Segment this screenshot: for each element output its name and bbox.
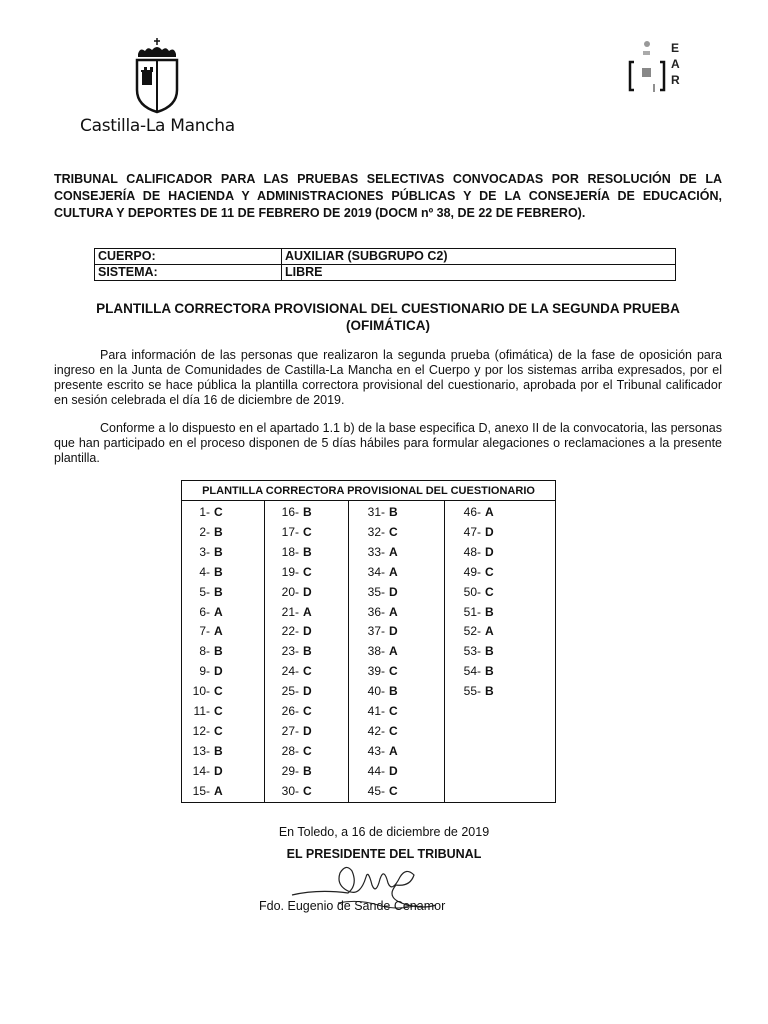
answer-item <box>349 644 444 658</box>
answer-letter: C <box>303 664 312 679</box>
logo-letter-a: A <box>671 57 680 71</box>
question-number: 39- <box>367 664 385 679</box>
answer-letter: C <box>389 524 398 539</box>
answer-item <box>182 784 264 798</box>
answer-letter: D <box>389 584 398 599</box>
question-number: 25- <box>281 684 299 699</box>
question-number: 30- <box>281 783 299 798</box>
question-number: 4- <box>199 564 210 579</box>
question-number: 29- <box>281 763 299 778</box>
answer-letter: B <box>214 743 223 758</box>
answer-item <box>265 644 348 658</box>
answer-item <box>445 565 555 579</box>
question-number: 32- <box>367 524 385 539</box>
place-date: En Toledo, a 16 de diciembre de 2019 <box>278 825 490 839</box>
answer-column <box>264 501 348 802</box>
logo-letter-e: E <box>671 41 680 55</box>
answer-item <box>349 784 444 798</box>
answer-letter: A <box>389 743 398 758</box>
answer-letter: D <box>485 544 494 559</box>
answer-letter: D <box>303 584 312 599</box>
question-number: 31- <box>367 505 385 519</box>
answer-item <box>265 605 348 619</box>
question-number: 1- <box>199 505 210 519</box>
question-number: 20- <box>281 584 299 599</box>
answer-item <box>182 605 264 619</box>
answer-item <box>349 764 444 778</box>
document-heading: TRIBUNAL CALIFICADOR PARA LAS PRUEBAS SELECTIVAS CONVOCADAS POR RESOLUCIÓN DE LA CONSEJERÍA DE HACIENDA Y ADMINISTRACIONES PÚBLICAS Y DE LA CONSEJERÍA DE EDUCACIÓN, CULTURA Y DEPORTES DE 11 DE FEBRERO DE 2019 (DOCM nº 38, DE 22 DE FEBRERO). <box>54 172 722 220</box>
answer-item <box>182 764 264 778</box>
coat-of-arms-icon <box>134 38 180 114</box>
answer-item <box>265 545 348 559</box>
question-number: 9- <box>199 664 210 679</box>
answer-item <box>182 744 264 758</box>
answer-item <box>265 744 348 758</box>
answer-letter: D <box>303 624 312 639</box>
question-number: 19- <box>281 564 299 579</box>
question-number: 17- <box>281 524 299 539</box>
answer-letter: C <box>303 704 312 718</box>
sistema-value: LIBRE <box>282 265 676 281</box>
answer-item <box>265 505 348 519</box>
answer-item <box>349 545 444 559</box>
castilla-la-mancha-logo <box>78 38 238 138</box>
answer-item <box>265 684 348 698</box>
answer-letter: B <box>485 644 494 659</box>
question-number: 15- <box>192 783 210 798</box>
answer-item <box>265 704 348 718</box>
answer-item <box>445 605 555 619</box>
answer-item <box>182 585 264 599</box>
answer-letter: B <box>214 644 223 659</box>
answer-letter: A <box>303 604 312 619</box>
question-number: 26- <box>281 704 299 718</box>
answer-column <box>182 501 264 802</box>
ear-logo <box>628 40 688 96</box>
logo-letter-r: R <box>671 73 680 87</box>
answer-key-table <box>181 480 556 803</box>
answer-letter: B <box>389 505 398 519</box>
answer-item <box>445 644 555 658</box>
question-number: 44- <box>367 763 385 778</box>
answer-item <box>349 744 444 758</box>
question-number: 40- <box>367 684 385 699</box>
answer-letter: B <box>214 584 223 599</box>
answer-item <box>182 545 264 559</box>
question-number: 43- <box>367 743 385 758</box>
question-number: 45- <box>367 783 385 798</box>
ear-letters <box>671 40 680 88</box>
answer-item <box>445 525 555 539</box>
question-number: 35- <box>367 584 385 599</box>
answer-letter: B <box>303 644 312 659</box>
answer-letter: B <box>214 564 223 579</box>
answer-item <box>349 525 444 539</box>
question-number: 16- <box>281 505 299 519</box>
question-number: 13- <box>192 743 210 758</box>
answer-item <box>182 644 264 658</box>
answer-item <box>182 525 264 539</box>
document-subtitle: PLANTILLA CORRECTORA PROVISIONAL DEL CUESTIONARIO DE LA SEGUNDA PRUEBA (OFIMÁTICA) <box>96 301 680 333</box>
question-number: 27- <box>281 723 299 738</box>
question-number: 49- <box>463 564 481 579</box>
answer-item <box>265 565 348 579</box>
question-number: 24- <box>281 664 299 679</box>
answer-item <box>265 764 348 778</box>
question-number: 55- <box>463 684 481 699</box>
answer-item <box>265 664 348 678</box>
question-number: 11- <box>193 704 210 718</box>
question-number: 3- <box>199 544 210 559</box>
answer-letter: C <box>389 723 398 738</box>
answer-key-title: PLANTILLA CORRECTORA PROVISIONAL DEL CUESTIONARIO <box>182 481 555 501</box>
question-number: 23- <box>281 644 299 659</box>
question-number: 21- <box>281 604 299 619</box>
answer-item <box>349 684 444 698</box>
answer-item <box>445 664 555 678</box>
signed-by: Fdo. Eugenio de Sande Cenamor <box>259 899 446 913</box>
answer-letter: A <box>389 644 398 659</box>
answer-letter: D <box>485 524 494 539</box>
answer-column <box>348 501 444 802</box>
question-number: 50- <box>463 584 481 599</box>
question-number: 48- <box>463 544 481 559</box>
answer-column <box>444 501 555 802</box>
answer-item <box>349 605 444 619</box>
answer-item <box>349 724 444 738</box>
answer-item <box>182 664 264 678</box>
paragraph-allegations-text: Conforme a lo dispuesto en el apartado 1.1 b) de la base especifica D, anexo II de la convocatoria, las personas que han participado en el proceso disponen de 5 días hábiles para formular alegaciones o reclamaciones a la presente plantilla. <box>54 421 722 465</box>
paragraph-allegations <box>54 421 722 466</box>
question-number: 36- <box>367 604 385 619</box>
answer-item <box>265 525 348 539</box>
answer-item <box>182 724 264 738</box>
answer-letter: A <box>214 624 223 639</box>
question-number: 41- <box>367 704 385 718</box>
answer-item <box>445 624 555 638</box>
answer-letter: B <box>214 544 223 559</box>
exam-info-table <box>94 248 676 281</box>
answer-item <box>265 784 348 798</box>
bracket-logo-icon <box>628 40 670 94</box>
answer-item <box>265 724 348 738</box>
answer-letter: B <box>389 684 398 699</box>
answer-item <box>349 565 444 579</box>
question-number: 33- <box>367 544 385 559</box>
question-number: 22- <box>281 624 299 639</box>
answer-letter: C <box>389 664 398 679</box>
answer-item <box>349 704 444 718</box>
paragraph-information-text: Para información de las personas que realizaron la segunda prueba (ofimática) de la fase de oposición para ingreso en la Junta de Comunidades de Castilla-La Mancha en el Cuerpo y por los sistemas arriba expresados, por el presente escrito se hace pública la plantilla correctora provisional del cuestionario, aprobada por el Tribunal calificador en sesión celebrada el día 16 de diciembre de 2019. <box>54 348 722 407</box>
answer-letter: D <box>214 664 223 679</box>
question-number: 28- <box>281 743 299 758</box>
answer-item <box>445 545 555 559</box>
answer-letter: B <box>303 505 312 519</box>
answer-item <box>349 624 444 638</box>
question-number: 54- <box>463 664 481 679</box>
question-number: 42- <box>367 723 385 738</box>
question-number: 51- <box>463 604 481 619</box>
answer-item <box>349 505 444 519</box>
answer-letter: C <box>485 564 494 579</box>
answer-letter: A <box>389 604 398 619</box>
paragraph-information <box>54 348 722 408</box>
answer-item <box>182 684 264 698</box>
answer-letter: A <box>389 544 398 559</box>
answer-letter: A <box>485 505 494 519</box>
answer-item <box>349 585 444 599</box>
answer-letter: D <box>389 624 398 639</box>
sistema-label: SISTEMA: <box>95 265 282 281</box>
answer-letter: B <box>303 544 312 559</box>
answer-letter: C <box>303 564 312 579</box>
answer-item <box>445 505 555 519</box>
sistema-row <box>95 265 676 281</box>
answer-item <box>265 624 348 638</box>
answer-letter: A <box>389 564 398 579</box>
answer-letter: C <box>389 783 398 798</box>
answer-letter: D <box>214 763 223 778</box>
answer-item <box>182 624 264 638</box>
question-number: 7- <box>199 624 210 639</box>
question-number: 5- <box>199 584 210 599</box>
question-number: 34- <box>367 564 385 579</box>
answer-letter: B <box>485 604 494 619</box>
answer-item <box>445 585 555 599</box>
logo-wordmark: Castilla-La Mancha <box>80 116 235 136</box>
answer-letter: D <box>389 763 398 778</box>
answer-item <box>182 505 264 519</box>
question-number: 52- <box>463 624 481 639</box>
answer-letter: C <box>214 505 223 519</box>
answer-letter: C <box>214 684 223 699</box>
answer-letter: C <box>303 743 312 758</box>
answer-letter: A <box>485 624 494 639</box>
answer-item <box>349 664 444 678</box>
answer-letter: D <box>303 723 312 738</box>
answer-item <box>182 565 264 579</box>
question-number: 38- <box>367 644 385 659</box>
answer-letter: B <box>485 664 494 679</box>
answer-letter: A <box>214 604 223 619</box>
question-number: 47- <box>463 524 481 539</box>
question-number: 53- <box>463 644 481 659</box>
question-number: 18- <box>281 544 299 559</box>
answer-letter: C <box>214 704 223 718</box>
answer-letter: D <box>303 684 312 699</box>
question-number: 8- <box>199 644 210 659</box>
question-number: 37- <box>367 624 385 639</box>
cuerpo-label: CUERPO: <box>95 249 282 265</box>
question-number: 46- <box>463 505 481 519</box>
answer-item <box>265 585 348 599</box>
answer-item <box>445 684 555 698</box>
question-number: 6- <box>199 604 210 619</box>
answer-letter: A <box>214 783 223 798</box>
answer-letter: B <box>303 763 312 778</box>
question-number: 10- <box>192 684 210 699</box>
cuerpo-row <box>95 249 676 265</box>
president-title: EL PRESIDENTE DEL TRIBUNAL <box>286 847 482 861</box>
answer-letter: B <box>485 684 494 699</box>
question-number: 2- <box>199 524 210 539</box>
answer-letter: C <box>485 584 494 599</box>
answer-item <box>182 704 264 718</box>
answer-letter: B <box>214 524 223 539</box>
answer-letter: C <box>303 783 312 798</box>
question-number: 12- <box>192 723 210 738</box>
cuerpo-value: AUXILIAR (SUBGRUPO C2) <box>282 249 676 265</box>
question-number: 14- <box>192 763 210 778</box>
answer-letter: C <box>303 524 312 539</box>
answer-letter: C <box>389 704 398 718</box>
answer-letter: C <box>214 723 223 738</box>
